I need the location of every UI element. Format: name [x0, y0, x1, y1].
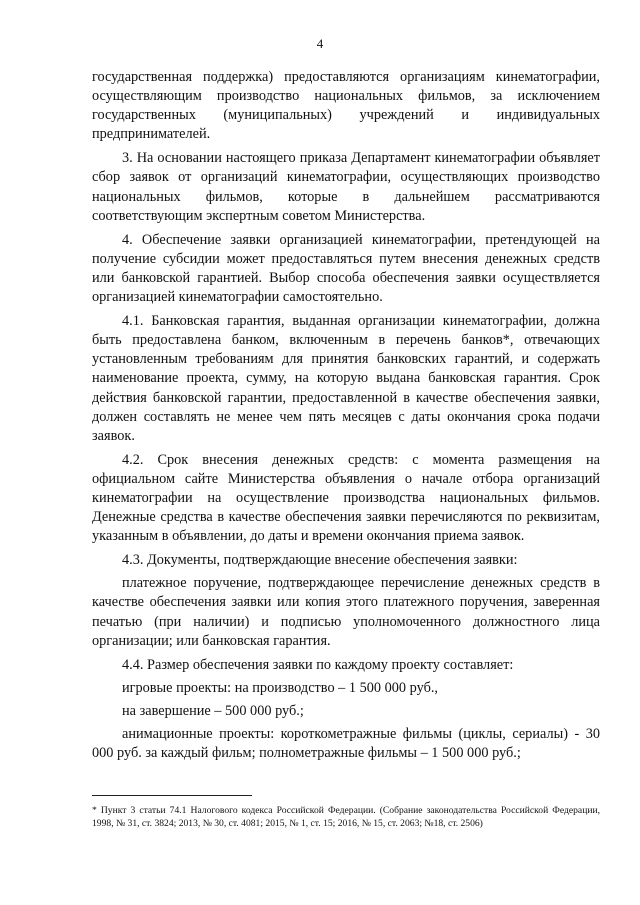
game-projects-production: игровые проекты: на производство – 1 500 000 руб., — [122, 679, 438, 696]
paragraph-payment-order: платежное поручение, подтверждающее перечисление денежных средств в качестве обеспечения заявки или копия этого платежного поручения, заверенная печатью (при наличии) и подписью уполномоченного должностного лица организации; или банковская гарантия. — [92, 575, 600, 649]
paragraph-4-4: 4.4. Размер обеспечения заявки по каждому проекту составляет: — [122, 656, 514, 673]
paragraph-4: 4. Обеспечение заявки организацией кинематографии, претендующей на получение субсидии может предоставляться путем внесения денежных средств или банковской гарантией. Выбор способа обеспечения заявки осуществляется организацией кинематографии самостоятельно. — [92, 231, 600, 306]
paragraph-3: 3. На основании настоящего приказа Департамент кинематографии объявляет сбор заявок от организаций кинематографии, осуществляющих производство национальных фильмов, которые в дальнейшем рассматриваются соответствующим экспертным советом Министерства. — [92, 150, 600, 224]
footnote-divider — [92, 795, 252, 796]
page-number: 4 — [316, 36, 324, 51]
paragraph-4-3: 4.3. Документы, подтверждающие внесение обеспечения заявки: — [122, 552, 518, 569]
animation-projects: анимационные проекты: короткометражные фильмы (циклы, сериалы) - 30 000 руб. за каждый фильм; полнометражные фильмы – 1 500 000 руб.; — [92, 726, 600, 762]
paragraph-continuation: государственная поддержка) предоставляются организациям кинематографии, осуществляющим производство национальных фильмов, за исключением государственных (муниципальных) учреждений и индивидуальных предпринимателей. — [92, 69, 600, 143]
paragraph-4-1: 4.1. Банковская гарантия, выданная организации кинематографии, должна быть предоставлена банком, включенным в перечень банков*, отвечающих установленным требованиям для принятия банковских гарантий, и содержать наименование проекта, сумму, на которую выдана банковская гарантия. Срок действия банковской гарантии, предоставленной в качестве обеспечения заявки, должен составлять не менее чем пять месяцев с даты окончания срока подачи заявок. — [92, 313, 600, 444]
document-body — [92, 68, 600, 768]
game-projects-completion: на завершение – 500 000 руб.; — [122, 702, 304, 719]
paragraph-4-2: 4.2. Срок внесения денежных средств: с момента размещения на официальном сайте Министерства объявления о начале отбора организаций кинематографии на осуществление производства национальных фильмов. Денежные средства в качестве обеспечения заявки перечисляются по реквизитам, указанным в объявлении, до даты и времени окончания приема заявок. — [92, 451, 600, 545]
footnote: * Пункт 3 статьи 74.1 Налогового кодекса Российской Федерации. (Собрание законодательства Российской Федерации, 1998, № 31, ст. 3824; 2013, № 30, ст. 4081; 2015, № 1, ст. 15; 2016, № 15, ст. 2063; №18, ст. 2506) — [92, 805, 600, 829]
